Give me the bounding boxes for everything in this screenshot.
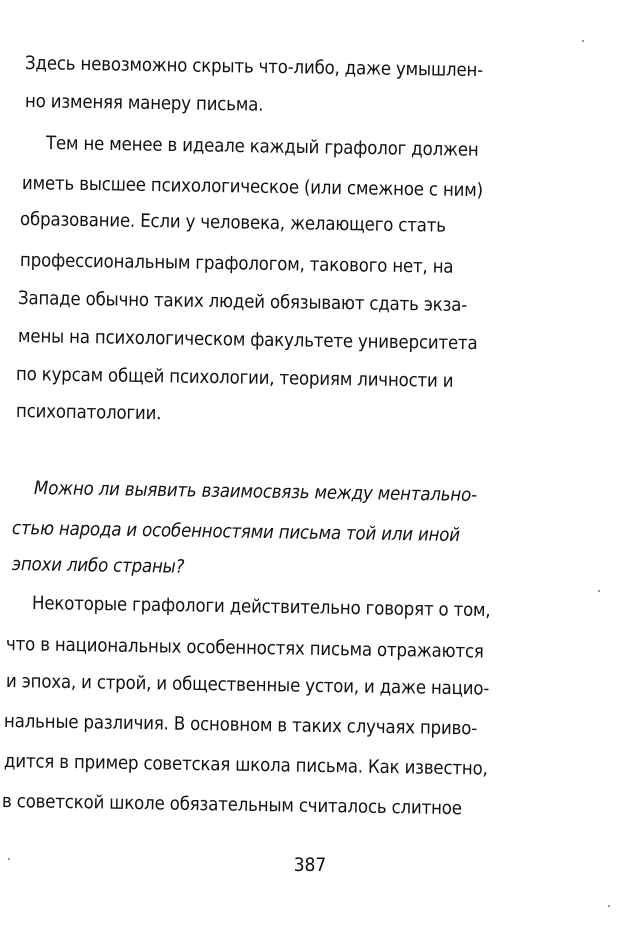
question-line: эпохи либо страны? (11, 554, 185, 578)
text-line: мены на психологическом факультете университета (17, 326, 478, 355)
question-line: стью народа и особенностями письма той или иной (11, 518, 460, 547)
text-line: по курсам общей психологии, теориям личности и (15, 364, 454, 392)
text-line: что в национальных особенностях письма отражаются (5, 634, 484, 663)
text-line: Некоторые графологи действительно говорят о том, (31, 593, 491, 622)
text-line: Тем не менее в идеале каждый графолог должен (45, 133, 479, 161)
page-number: 387 (293, 854, 327, 876)
scan-speck (582, 40, 584, 42)
scan-speck (608, 905, 610, 907)
text-line: но изменяя манеру письма. (24, 91, 264, 116)
text-line: и эпоха, и строй, и общественные устои, и даже нацио- (5, 671, 490, 700)
text-line: Здесь невозможно скрыть что-либо, даже умышлен- (24, 53, 484, 82)
text-line: дится в пример советская школа письма. Как известно, (3, 751, 488, 780)
text-line: Западе обычно таких людей обязывают сдать экза- (17, 288, 468, 317)
scan-speck (8, 858, 10, 860)
question-line: Можно ли выявить взаимосвязь между ментально- (33, 478, 477, 506)
text-line: психопатологии. (15, 401, 162, 425)
text-line: в советской школе обязательным считалось слитное (1, 791, 462, 820)
text-line: нальные различия. В основном в таких случаях приво- (3, 711, 478, 740)
scan-speck (598, 590, 600, 592)
text-line: иметь высшее психологическое (или смежное с ним) (21, 173, 484, 202)
text-line: образование. Если у человека, желающего стать (19, 209, 446, 237)
text-line: профессиональным графологом, такового нет, на (19, 250, 454, 278)
